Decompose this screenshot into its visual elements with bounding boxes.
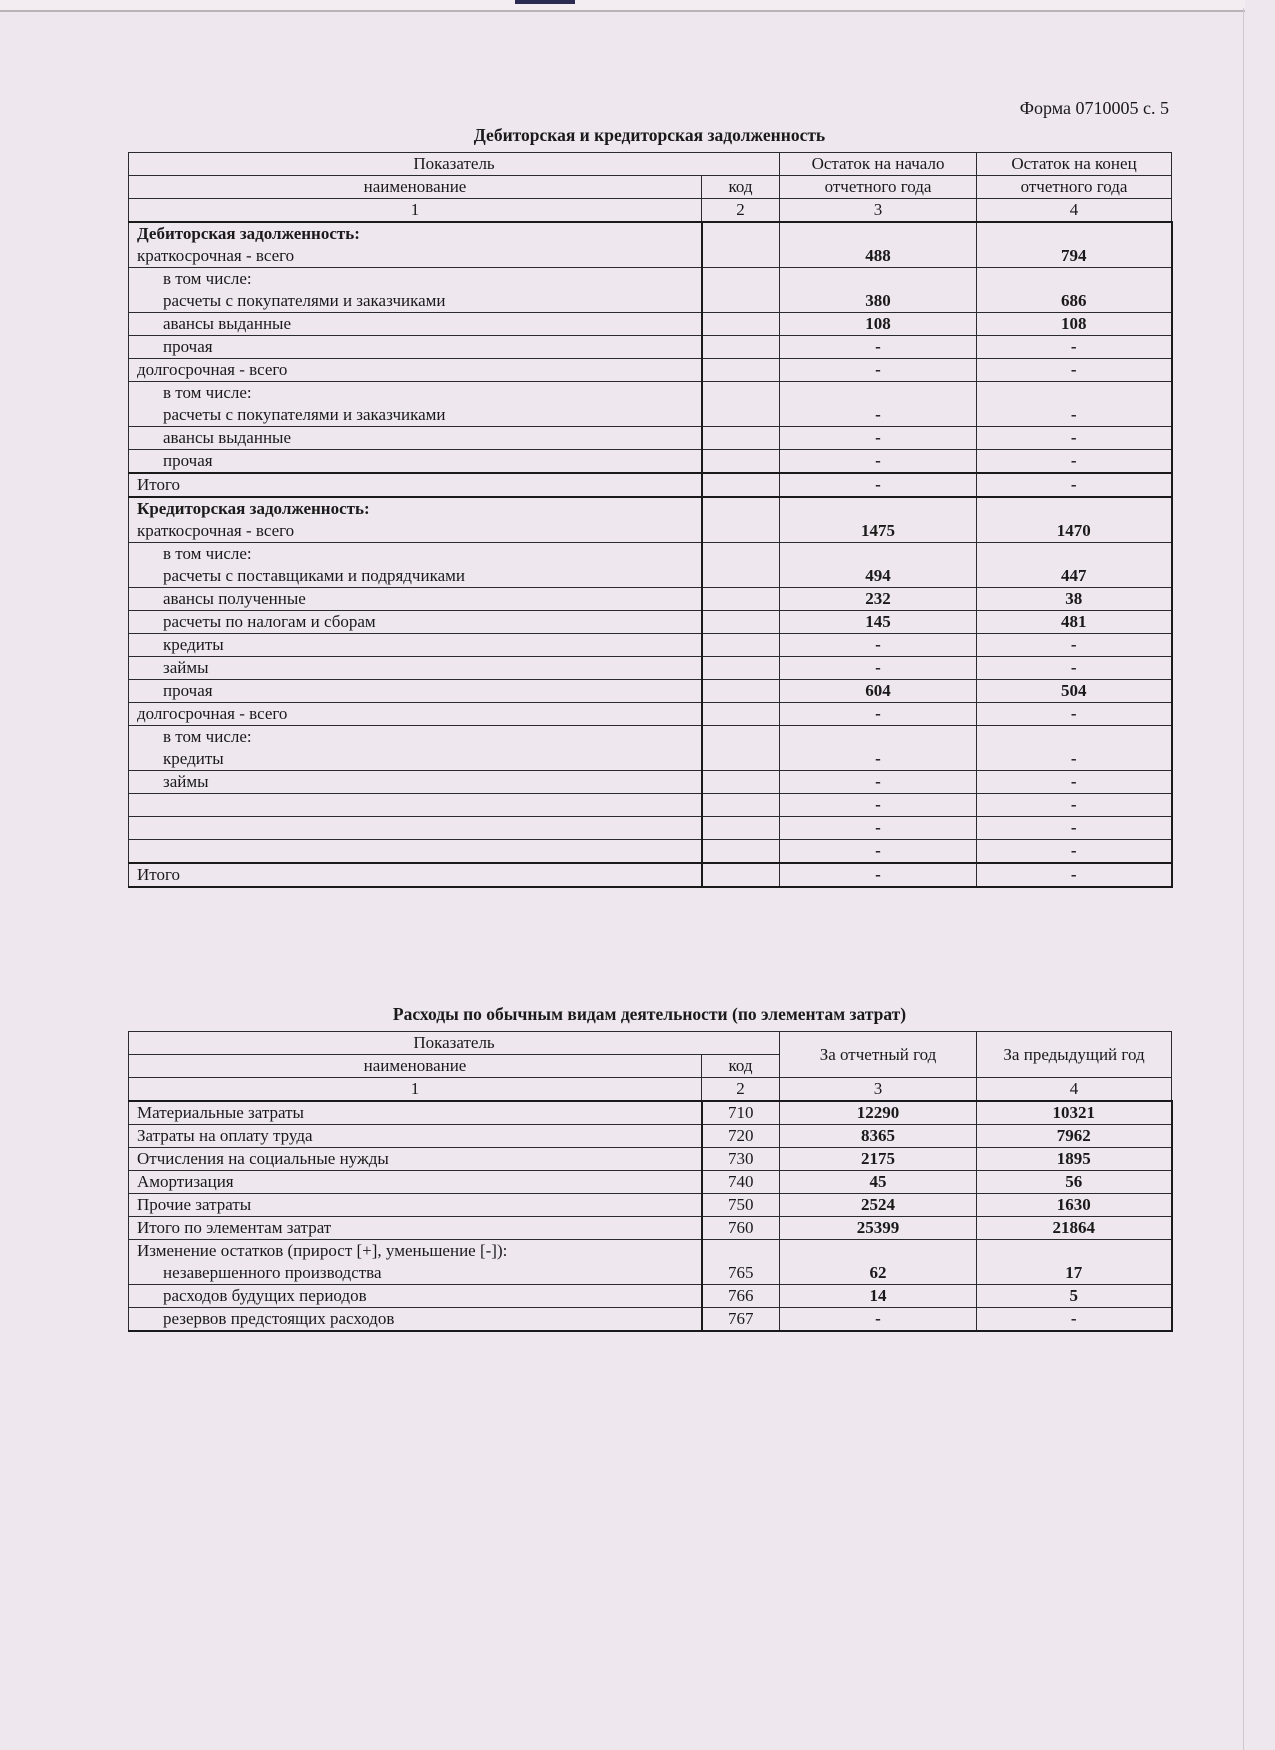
scan-clip-mark — [515, 0, 575, 4]
row-code — [702, 771, 780, 794]
header-previous-year: За предыдущий год — [977, 1032, 1172, 1078]
row-label: Амортизация — [137, 1172, 234, 1191]
value-end: - — [977, 771, 1172, 794]
header-begin-a: Остаток на начало — [780, 153, 977, 176]
table-row — [129, 1125, 1172, 1148]
header-name: наименование — [129, 176, 702, 199]
row-name — [129, 222, 702, 268]
table-row — [129, 703, 1172, 726]
row-name — [129, 588, 702, 611]
value-begin: 108 — [780, 313, 977, 336]
row-name — [129, 1194, 702, 1217]
row-code — [702, 543, 780, 588]
value-begin: - — [780, 726, 977, 771]
expenses-table — [128, 1031, 1173, 1332]
header-end-a: Остаток на конец — [977, 153, 1172, 176]
table-row — [129, 771, 1172, 794]
value-previous-year: 1630 — [977, 1194, 1172, 1217]
table-row — [129, 359, 1172, 382]
row-name — [129, 450, 702, 474]
row-label: прочая — [163, 681, 213, 700]
row-label: кредиты — [163, 749, 224, 768]
header-begin-b: отчетного года — [780, 176, 977, 199]
table-row — [129, 268, 1172, 313]
row-code — [702, 611, 780, 634]
value-begin: 494 — [780, 543, 977, 588]
row-name — [129, 1308, 702, 1332]
table-row — [129, 817, 1172, 840]
row-code — [702, 313, 780, 336]
row-name — [129, 473, 702, 497]
value-current-year: 62 — [780, 1240, 977, 1285]
row-label: Итого — [137, 865, 181, 884]
value-current-year: - — [780, 1308, 977, 1332]
table-row — [129, 726, 1172, 771]
value-begin: 488 — [780, 222, 977, 268]
row-name — [129, 771, 702, 794]
value-end: 108 — [977, 313, 1172, 336]
table-row — [129, 1194, 1172, 1217]
row-subheading: Дебиторская задолженность: — [137, 224, 360, 243]
value-previous-year: 7962 — [977, 1125, 1172, 1148]
table-row — [129, 634, 1172, 657]
row-label: прочая — [163, 451, 213, 470]
row-label: Итого — [137, 475, 181, 494]
value-end: - — [977, 840, 1172, 864]
row-code — [702, 473, 780, 497]
value-begin: - — [780, 863, 977, 887]
row-label: авансы полученные — [163, 589, 306, 608]
value-current-year: 2524 — [780, 1194, 977, 1217]
value-begin: 232 — [780, 588, 977, 611]
table-row — [129, 427, 1172, 450]
value-previous-year: 1895 — [977, 1148, 1172, 1171]
value-end: - — [977, 473, 1172, 497]
row-name — [129, 1285, 702, 1308]
row-label: прочая — [163, 337, 213, 356]
scan-edge-top — [0, 0, 1245, 12]
value-end: 686 — [977, 268, 1172, 313]
value-previous-year: 56 — [977, 1171, 1172, 1194]
header-indicator: Показатель — [129, 1032, 780, 1055]
value-begin: - — [780, 450, 977, 474]
row-code — [702, 726, 780, 771]
value-end: 1470 — [977, 497, 1172, 543]
value-current-year: 8365 — [780, 1125, 977, 1148]
row-name — [129, 1148, 702, 1171]
value-end: - — [977, 427, 1172, 450]
row-label: Отчисления на социальные нужды — [137, 1149, 389, 1168]
row-name — [129, 726, 702, 771]
row-name — [129, 382, 702, 427]
row-code: 767 — [702, 1308, 780, 1332]
value-begin: 145 — [780, 611, 977, 634]
table-row — [129, 794, 1172, 817]
row-name — [129, 1171, 702, 1194]
col-number-1: 1 — [129, 199, 702, 223]
row-label: займы — [163, 772, 209, 791]
expenses-title: Расходы по обычным видам деятельности (по элементам затрат) — [392, 1004, 907, 1024]
header-end-b: отчетного года — [977, 176, 1172, 199]
row-name — [129, 703, 702, 726]
value-begin: 380 — [780, 268, 977, 313]
scan-edge-right — [1243, 8, 1244, 1750]
table-row — [129, 840, 1172, 864]
header-current-year: За отчетный год — [780, 1032, 977, 1078]
row-code: 730 — [702, 1148, 780, 1171]
row-code: 750 — [702, 1194, 780, 1217]
value-end: - — [977, 817, 1172, 840]
row-label: резервов предстоящих расходов — [163, 1309, 395, 1328]
value-begin: - — [780, 336, 977, 359]
row-code — [702, 427, 780, 450]
header-code: код — [702, 1055, 780, 1078]
value-begin: - — [780, 359, 977, 382]
row-label: авансы выданные — [163, 314, 292, 333]
row-label: займы — [163, 658, 209, 677]
table-row — [129, 313, 1172, 336]
row-subheading: Изменение остатков (прирост [+], уменьшение [-]): — [137, 1241, 508, 1260]
row-code: 760 — [702, 1217, 780, 1240]
value-end: - — [977, 794, 1172, 817]
value-begin: - — [780, 634, 977, 657]
row-label: расчеты с покупателями и заказчиками — [163, 291, 446, 310]
value-end: - — [977, 634, 1172, 657]
row-code — [702, 222, 780, 268]
header-code: код — [702, 176, 780, 199]
value-end: 481 — [977, 611, 1172, 634]
col-number-3: 3 — [780, 199, 977, 223]
row-name — [129, 1125, 702, 1148]
header-row-2 — [129, 176, 1172, 199]
table-row — [129, 588, 1172, 611]
table-row — [129, 863, 1172, 887]
table-row — [129, 1148, 1172, 1171]
table-row — [129, 1101, 1172, 1125]
header-indicator: Показатель — [129, 153, 780, 176]
row-name — [129, 840, 702, 864]
row-code: 710 — [702, 1101, 780, 1125]
value-current-year: 45 — [780, 1171, 977, 1194]
value-previous-year: - — [977, 1308, 1172, 1332]
row-label: расчеты с покупателями и заказчиками — [163, 405, 446, 424]
value-previous-year: 21864 — [977, 1217, 1172, 1240]
row-subheading: в том числе: — [163, 544, 252, 563]
row-code — [702, 680, 780, 703]
row-code — [702, 657, 780, 680]
table-row — [129, 450, 1172, 474]
row-label: Материальные затраты — [137, 1103, 304, 1122]
row-name — [129, 268, 702, 313]
table-row — [129, 1217, 1172, 1240]
value-begin: - — [780, 771, 977, 794]
row-code — [702, 336, 780, 359]
row-name — [129, 863, 702, 887]
table-row — [129, 497, 1172, 543]
col-number-4: 4 — [977, 199, 1172, 223]
table-row — [129, 680, 1172, 703]
table-row — [129, 611, 1172, 634]
row-name — [129, 680, 702, 703]
value-begin: - — [780, 840, 977, 864]
row-code — [702, 840, 780, 864]
row-name — [129, 817, 702, 840]
value-begin: - — [780, 657, 977, 680]
row-code: 766 — [702, 1285, 780, 1308]
row-subheading: в том числе: — [163, 727, 252, 746]
row-code: 720 — [702, 1125, 780, 1148]
table-row — [129, 1171, 1172, 1194]
row-name — [129, 313, 702, 336]
value-current-year: 25399 — [780, 1217, 977, 1240]
row-subheading: в том числе: — [163, 269, 252, 288]
table-row — [129, 473, 1172, 497]
row-label: авансы выданные — [163, 428, 292, 447]
row-label: кредиты — [163, 635, 224, 654]
value-begin: - — [780, 817, 977, 840]
value-begin: - — [780, 703, 977, 726]
value-end: - — [977, 382, 1172, 427]
row-label: долгосрочная - всего — [137, 360, 288, 379]
row-label: краткосрочная - всего — [137, 246, 295, 265]
value-current-year: 2175 — [780, 1148, 977, 1171]
row-code — [702, 817, 780, 840]
value-end: - — [977, 450, 1172, 474]
value-begin: 604 — [780, 680, 977, 703]
value-current-year: 14 — [780, 1285, 977, 1308]
row-name — [129, 427, 702, 450]
row-code — [702, 359, 780, 382]
row-name — [129, 1240, 702, 1285]
form-reference: Форма 0710005 с. 5 — [1019, 98, 1169, 118]
header-numbers-row — [129, 199, 1172, 223]
row-name — [129, 543, 702, 588]
value-end: - — [977, 703, 1172, 726]
row-name — [129, 794, 702, 817]
row-name — [129, 657, 702, 680]
row-name — [129, 634, 702, 657]
header-row-1 — [129, 153, 1172, 176]
row-code — [702, 703, 780, 726]
row-label: незавершенного производства — [163, 1263, 382, 1282]
table-row — [129, 657, 1172, 680]
table-row — [129, 222, 1172, 268]
col-number-3: 3 — [780, 1078, 977, 1102]
row-subheading: Кредиторская задолженность: — [137, 499, 370, 518]
row-code — [702, 268, 780, 313]
value-end: - — [977, 657, 1172, 680]
value-begin: - — [780, 427, 977, 450]
value-previous-year: 17 — [977, 1240, 1172, 1285]
row-code — [702, 382, 780, 427]
table-row — [129, 543, 1172, 588]
row-label: Итого по элементам затрат — [137, 1218, 332, 1237]
col-number-1: 1 — [129, 1078, 702, 1102]
row-code — [702, 863, 780, 887]
value-previous-year: 5 — [977, 1285, 1172, 1308]
value-begin: 1475 — [780, 497, 977, 543]
row-name — [129, 359, 702, 382]
row-label: расчеты с поставщиками и подрядчиками — [163, 566, 465, 585]
receivables-title: Дебиторская и кредиторская задолженность — [473, 125, 826, 145]
table-row — [129, 1285, 1172, 1308]
value-begin: - — [780, 382, 977, 427]
row-label: расходов будущих периодов — [163, 1286, 367, 1305]
value-end: 447 — [977, 543, 1172, 588]
row-code — [702, 634, 780, 657]
table-row — [129, 1240, 1172, 1285]
row-label: долгосрочная - всего — [137, 704, 288, 723]
row-code — [702, 588, 780, 611]
table-row — [129, 1308, 1172, 1332]
row-subheading: в том числе: — [163, 383, 252, 402]
row-name — [129, 1217, 702, 1240]
row-name — [129, 336, 702, 359]
row-code — [702, 497, 780, 543]
row-code — [702, 450, 780, 474]
header-name: наименование — [129, 1055, 702, 1078]
row-code — [702, 794, 780, 817]
header-numbers-row — [129, 1078, 1172, 1102]
value-end: 38 — [977, 588, 1172, 611]
value-begin: - — [780, 794, 977, 817]
header-row-1 — [129, 1032, 1172, 1055]
value-end: - — [977, 726, 1172, 771]
row-code: 740 — [702, 1171, 780, 1194]
row-label: Затраты на оплату труда — [137, 1126, 313, 1145]
value-end: - — [977, 359, 1172, 382]
value-current-year: 12290 — [780, 1101, 977, 1125]
row-name — [129, 1101, 702, 1125]
row-label: краткосрочная - всего — [137, 521, 295, 540]
value-end: - — [977, 863, 1172, 887]
receivables-table — [128, 152, 1173, 888]
row-label: Прочие затраты — [137, 1195, 252, 1214]
row-name — [129, 611, 702, 634]
value-previous-year: 10321 — [977, 1101, 1172, 1125]
value-end: 794 — [977, 222, 1172, 268]
col-number-4: 4 — [977, 1078, 1172, 1102]
value-begin: - — [780, 473, 977, 497]
col-number-2: 2 — [702, 1078, 780, 1102]
row-name — [129, 497, 702, 543]
value-end: - — [977, 336, 1172, 359]
row-label: расчеты по налогам и сборам — [163, 612, 376, 631]
value-end: 504 — [977, 680, 1172, 703]
col-number-2: 2 — [702, 199, 780, 223]
table-row — [129, 336, 1172, 359]
table-row — [129, 382, 1172, 427]
row-code: 765 — [702, 1240, 780, 1285]
